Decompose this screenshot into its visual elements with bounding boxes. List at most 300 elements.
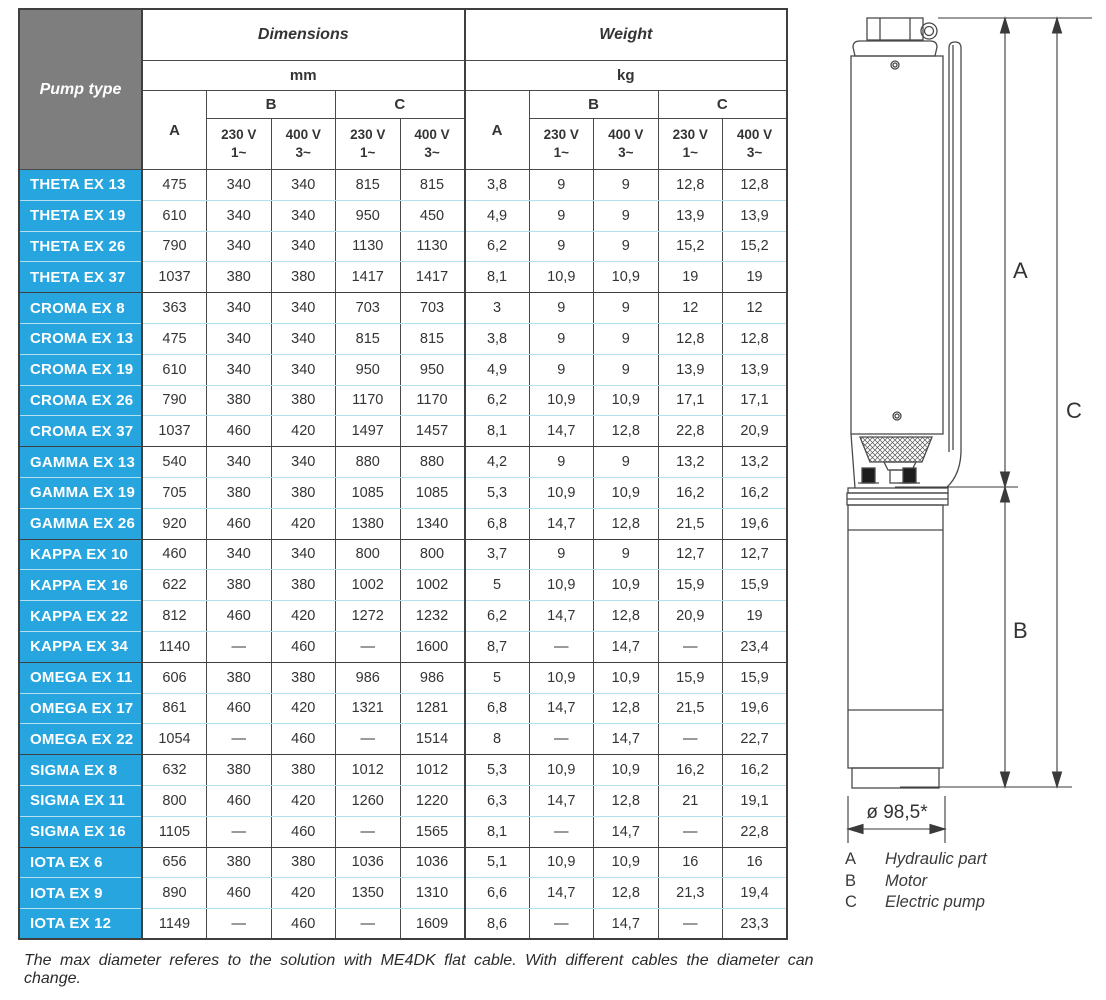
wt-b400-cell: 10,9 <box>594 477 659 508</box>
wt-c400-cell: 16,2 <box>723 477 788 508</box>
wt-b400-cell: 14,7 <box>594 816 659 847</box>
table-row <box>19 477 787 508</box>
dim-b230-cell: 340 <box>207 354 272 385</box>
table-row <box>19 816 787 847</box>
wt-c230-cell: 16 <box>658 847 723 878</box>
dim-c400-cell: 800 <box>400 539 465 570</box>
dim-b400-cell: 340 <box>271 231 336 262</box>
dim-c400-cell: 1130 <box>400 231 465 262</box>
dim-b230-cell: 380 <box>207 385 272 416</box>
pump-outline <box>847 18 961 788</box>
dim-c400-cell: 1600 <box>400 631 465 662</box>
wt-b400-cell: 9 <box>594 447 659 478</box>
wt-b230-cell: 9 <box>529 323 594 354</box>
wt-a-cell: 3,7 <box>465 539 530 570</box>
wt-b230-cell: 9 <box>529 170 594 201</box>
wt-b400-cell: 10,9 <box>594 262 659 293</box>
dim-c400-cell: 815 <box>400 170 465 201</box>
dim-b400-cell: 460 <box>271 631 336 662</box>
wt-a-cell: 4,9 <box>465 200 530 231</box>
wt-a-cell: 6,2 <box>465 601 530 632</box>
dim-a-cell: 606 <box>142 662 207 693</box>
table-row <box>19 570 787 601</box>
dim-a-cell: 1054 <box>142 724 207 755</box>
table-row <box>19 631 787 662</box>
wt-b400-cell: 10,9 <box>594 662 659 693</box>
table-row <box>19 539 787 570</box>
wt-a-cell: 8,1 <box>465 416 530 447</box>
wt-c230-cell: 21,5 <box>658 693 723 724</box>
dim-a-cell: 610 <box>142 354 207 385</box>
dim-b400-cell: 380 <box>271 755 336 786</box>
dim-c400-cell: 1417 <box>400 262 465 293</box>
wt-b230-cell: 14,7 <box>529 693 594 724</box>
dim-b400-cell: 380 <box>271 847 336 878</box>
dim-a-cell: 920 <box>142 508 207 539</box>
dim-b400-cell: 460 <box>271 816 336 847</box>
dim-b400-cell: 380 <box>271 262 336 293</box>
dim-c230-cell: 1350 <box>336 878 401 909</box>
dim-a-cell: 475 <box>142 323 207 354</box>
wt-c230-cell: 21,5 <box>658 508 723 539</box>
dim-c230-cell: — <box>336 631 401 662</box>
dim-c400-cell: 880 <box>400 447 465 478</box>
wt-c400-cell: 22,8 <box>723 816 788 847</box>
pump-name-cell: IOTA EX 9 <box>19 878 142 909</box>
wt-b230-cell: 9 <box>529 293 594 324</box>
wt-c230-cell: 22,8 <box>658 416 723 447</box>
wt-b400-cell: 12,8 <box>594 878 659 909</box>
wt-b400-cell: 14,7 <box>594 909 659 940</box>
wt-a-cell: 8 <box>465 724 530 755</box>
pump-name-cell: GAMMA EX 19 <box>19 477 142 508</box>
pump-name-cell: SIGMA EX 11 <box>19 785 142 816</box>
legend-label-c: Electric pump <box>885 893 985 912</box>
dim-b230-cell: 380 <box>207 662 272 693</box>
dim-c400-cell: 1340 <box>400 508 465 539</box>
wt-c400-cell: 19 <box>723 601 788 632</box>
dim-b230-cell: — <box>207 631 272 662</box>
dim-b230-cell: 340 <box>207 293 272 324</box>
wt-b400-cell: 14,7 <box>594 724 659 755</box>
wt-a-cell: 8,1 <box>465 262 530 293</box>
pump-name-cell: THETA EX 26 <box>19 231 142 262</box>
dim-b400-cell: 420 <box>271 508 336 539</box>
wt-a-cell: 3 <box>465 293 530 324</box>
header-kg: kg <box>465 61 788 91</box>
wt-a-cell: 8,6 <box>465 909 530 940</box>
dim-c400-cell: 1002 <box>400 570 465 601</box>
diameter-label: ø 98,5* <box>866 802 928 823</box>
wt-c400-cell: 13,2 <box>723 447 788 478</box>
wt-b230-cell: 10,9 <box>529 847 594 878</box>
wt-b230-cell: 10,9 <box>529 262 594 293</box>
table-row <box>19 170 787 201</box>
pump-name-cell: THETA EX 13 <box>19 170 142 201</box>
dim-b400-cell: 420 <box>271 785 336 816</box>
dimension-a-line <box>1001 18 1010 487</box>
wt-c230-cell: — <box>658 631 723 662</box>
dim-b400-cell: 340 <box>271 293 336 324</box>
dim-label-b: B <box>1013 618 1028 643</box>
header-wt-b: B <box>529 91 658 119</box>
dim-c230-cell: — <box>336 816 401 847</box>
wt-a-cell: 6,3 <box>465 785 530 816</box>
wt-a-cell: 3,8 <box>465 323 530 354</box>
wt-a-cell: 3,8 <box>465 170 530 201</box>
dim-b230-cell: 460 <box>207 416 272 447</box>
dim-a-cell: 540 <box>142 447 207 478</box>
dim-b400-cell: 380 <box>271 385 336 416</box>
wt-a-cell: 5,3 <box>465 755 530 786</box>
dim-b400-cell: 340 <box>271 354 336 385</box>
table-row <box>19 323 787 354</box>
table-row <box>19 293 787 324</box>
wt-c400-cell: 15,9 <box>723 662 788 693</box>
dim-b230-cell: 340 <box>207 200 272 231</box>
header-dim-c: C <box>336 91 465 119</box>
dim-a-cell: 812 <box>142 601 207 632</box>
table-row <box>19 200 787 231</box>
dim-b400-cell: 420 <box>271 416 336 447</box>
dim-b230-cell: 380 <box>207 477 272 508</box>
wt-c400-cell: 12 <box>723 293 788 324</box>
footnote: The max diameter referes to the solution with ME4DK flat cable. With different cables the diameter can change. <box>24 952 814 987</box>
wt-b230-cell: 10,9 <box>529 755 594 786</box>
dim-c400-cell: 1609 <box>400 909 465 940</box>
wt-c230-cell: 13,9 <box>658 200 723 231</box>
pump-name-cell: CROMA EX 19 <box>19 354 142 385</box>
wt-c400-cell: 12,8 <box>723 323 788 354</box>
dim-b400-cell: 460 <box>271 909 336 940</box>
wt-b400-cell: 14,7 <box>594 631 659 662</box>
wt-b230-cell: 14,7 <box>529 785 594 816</box>
dim-c230-cell: 950 <box>336 354 401 385</box>
wt-a-cell: 4,9 <box>465 354 530 385</box>
dim-c400-cell: 986 <box>400 662 465 693</box>
dim-b400-cell: 340 <box>271 323 336 354</box>
legend-key-a: A <box>845 850 857 869</box>
dim-b230-cell: 460 <box>207 601 272 632</box>
wt-c400-cell: 16,2 <box>723 755 788 786</box>
wt-a-cell: 6,2 <box>465 385 530 416</box>
header-dim-a: A <box>142 91 207 170</box>
wt-a-cell: 5 <box>465 570 530 601</box>
header-dimensions: Dimensions <box>142 9 465 61</box>
wt-c230-cell: 20,9 <box>658 601 723 632</box>
header-wt-c: C <box>658 91 787 119</box>
wt-c400-cell: 19,1 <box>723 785 788 816</box>
dim-a-cell: 705 <box>142 477 207 508</box>
wt-b230-cell: 10,9 <box>529 385 594 416</box>
pump-name-cell: OMEGA EX 17 <box>19 693 142 724</box>
pump-name-cell: GAMMA EX 13 <box>19 447 142 478</box>
dim-b230-cell: — <box>207 816 272 847</box>
header-wt-c-400v: 400 V 3~ <box>723 119 788 170</box>
pump-name-cell: OMEGA EX 22 <box>19 724 142 755</box>
pump-name-cell: CROMA EX 37 <box>19 416 142 447</box>
wt-c400-cell: 23,4 <box>723 631 788 662</box>
legend-item-c <box>845 892 987 914</box>
wt-c400-cell: 15,2 <box>723 231 788 262</box>
table-row <box>19 508 787 539</box>
header-dim-c-230v: 230 V 1~ <box>336 119 401 170</box>
wt-b230-cell: 9 <box>529 200 594 231</box>
wt-a-cell: 8,7 <box>465 631 530 662</box>
wt-c400-cell: 16 <box>723 847 788 878</box>
wt-b230-cell: 14,7 <box>529 416 594 447</box>
wt-b400-cell: 12,8 <box>594 508 659 539</box>
dim-b230-cell: 340 <box>207 539 272 570</box>
wt-c230-cell: 16,2 <box>658 477 723 508</box>
pump-spec-table <box>18 8 788 940</box>
dim-c230-cell: 1130 <box>336 231 401 262</box>
legend-item-b <box>845 871 987 893</box>
dim-c400-cell: 1310 <box>400 878 465 909</box>
wt-c230-cell: 21,3 <box>658 878 723 909</box>
wt-a-cell: 6,6 <box>465 878 530 909</box>
wt-c230-cell: 12,8 <box>658 170 723 201</box>
dim-b400-cell: 420 <box>271 693 336 724</box>
dim-c230-cell: 1380 <box>336 508 401 539</box>
dim-c230-cell: 1002 <box>336 570 401 601</box>
wt-b400-cell: 9 <box>594 200 659 231</box>
dim-b400-cell: 460 <box>271 724 336 755</box>
wt-b400-cell: 9 <box>594 170 659 201</box>
wt-c400-cell: 23,3 <box>740 915 769 932</box>
dim-c230-cell: 1170 <box>336 385 401 416</box>
wt-c230-cell: 19 <box>658 262 723 293</box>
dim-c400-cell: 1514 <box>400 724 465 755</box>
wt-a-cell: 4,2 <box>465 447 530 478</box>
dim-b230-cell: 340 <box>207 323 272 354</box>
header-weight: Weight <box>465 9 788 61</box>
dim-c230-cell: 1012 <box>336 755 401 786</box>
dim-b230-cell: 380 <box>207 570 272 601</box>
dimension-lines <box>848 18 1092 843</box>
wt-c400-cell: 12,7 <box>723 539 788 570</box>
dim-b400-cell: 340 <box>271 447 336 478</box>
dim-c230-cell: 1272 <box>336 601 401 632</box>
wt-b230-cell: 10,9 <box>529 662 594 693</box>
table-row <box>19 693 787 724</box>
wt-c400-cell: 22,7 <box>723 724 788 755</box>
dim-a-cell: 790 <box>142 231 207 262</box>
dimension-c-line <box>1053 18 1062 787</box>
dim-b400-cell: 340 <box>271 539 336 570</box>
table-row <box>19 909 787 940</box>
dim-b400-cell: 380 <box>271 570 336 601</box>
legend-item-a <box>845 849 987 871</box>
wt-b230-cell: — <box>529 631 594 662</box>
wt-c230-cell: 21 <box>658 785 723 816</box>
pump-name-cell: KAPPA EX 10 <box>19 539 142 570</box>
dim-b230-cell: 340 <box>207 231 272 262</box>
table-row <box>19 447 787 478</box>
dim-b400-cell: 340 <box>271 200 336 231</box>
wt-c400-cell: 15,9 <box>723 570 788 601</box>
wt-c230-cell: 15,9 <box>658 662 723 693</box>
dim-c230-cell: 1321 <box>336 693 401 724</box>
header-mm: mm <box>142 61 465 91</box>
wt-b230-cell: — <box>529 816 594 847</box>
wt-b230-cell: — <box>529 909 594 940</box>
dim-c400-cell: 1012 <box>400 755 465 786</box>
wt-c230-cell: — <box>658 909 723 940</box>
dim-b400-cell: 340 <box>271 170 336 201</box>
dim-b230-cell: 460 <box>207 508 272 539</box>
header-dim-b-400v: 400 V 3~ <box>271 119 336 170</box>
wt-b230-cell: 9 <box>529 354 594 385</box>
dim-c400-cell: 1085 <box>400 477 465 508</box>
dim-c400-cell: 1232 <box>400 601 465 632</box>
wt-b230-cell: 10,9 <box>529 477 594 508</box>
pump-name-cell: IOTA EX 12 <box>19 909 142 940</box>
dim-a-cell: 622 <box>142 570 207 601</box>
wt-a-cell: 8,1 <box>465 816 530 847</box>
wt-b230-cell: 14,7 <box>529 601 594 632</box>
wt-b400-cell: 12,8 <box>594 693 659 724</box>
table-row <box>19 847 787 878</box>
wt-b400-cell: 9 <box>594 323 659 354</box>
dim-c230-cell: 815 <box>336 323 401 354</box>
wt-c230-cell: 15,2 <box>658 231 723 262</box>
pump-name-cell: KAPPA EX 34 <box>19 631 142 662</box>
header-dim-b-230v: 230 V 1~ <box>207 119 272 170</box>
dim-a-cell: 1037 <box>142 262 207 293</box>
wt-b230-cell: 14,7 <box>529 878 594 909</box>
wt-b400-cell: 10,9 <box>594 570 659 601</box>
pump-name-cell: IOTA EX 6 <box>19 847 142 878</box>
dim-c230-cell: 880 <box>336 447 401 478</box>
dim-a-cell: 1140 <box>142 631 207 662</box>
table-row <box>19 416 787 447</box>
dim-a-cell: 800 <box>142 785 207 816</box>
header-wt-a: A <box>465 91 530 170</box>
dim-c230-cell: — <box>336 724 401 755</box>
header-dim-b: B <box>207 91 336 119</box>
dim-c400-cell: 1565 <box>400 816 465 847</box>
dim-label-c: C <box>1066 398 1082 423</box>
pump-name-cell: THETA EX 19 <box>19 200 142 231</box>
wt-b400-cell: 9 <box>594 293 659 324</box>
wt-c400-cell: 13,9 <box>723 200 788 231</box>
dim-b400-cell: 380 <box>271 662 336 693</box>
wt-b230-cell: 9 <box>529 447 594 478</box>
table-row <box>19 755 787 786</box>
legend-label-a: Hydraulic part <box>885 850 987 869</box>
wt-b230-cell: 14,7 <box>529 508 594 539</box>
table-row <box>19 785 787 816</box>
wt-c400-cell: 19 <box>723 262 788 293</box>
dim-b400-cell: 380 <box>271 477 336 508</box>
header-wt-b-400v: 400 V 3~ <box>594 119 659 170</box>
dim-c400-cell: 1036 <box>400 847 465 878</box>
pump-name-cell: KAPPA EX 16 <box>19 570 142 601</box>
dim-c230-cell: 1417 <box>336 262 401 293</box>
table-row <box>19 878 787 909</box>
diagram-legend <box>845 849 987 914</box>
table-row <box>19 354 787 385</box>
table-row <box>19 601 787 632</box>
dim-c400-cell: 1457 <box>400 416 465 447</box>
dim-b230-cell: 340 <box>207 170 272 201</box>
dim-b230-cell: 380 <box>207 262 272 293</box>
pump-name-cell: CROMA EX 26 <box>19 385 142 416</box>
table-row <box>19 262 787 293</box>
wt-c230-cell: — <box>658 724 723 755</box>
dim-a-cell: 632 <box>142 755 207 786</box>
pump-name-cell: OMEGA EX 11 <box>19 662 142 693</box>
pump-name-cell: GAMMA EX 26 <box>19 508 142 539</box>
wt-a-cell: 5,1 <box>465 847 530 878</box>
legend-key-b: B <box>845 871 857 890</box>
dim-a-cell: 890 <box>142 878 207 909</box>
dim-c230-cell: 1085 <box>336 477 401 508</box>
dim-b400-cell: 420 <box>271 601 336 632</box>
table-row <box>19 231 787 262</box>
wt-b400-cell: 9 <box>594 539 659 570</box>
dim-c400-cell: 450 <box>400 200 465 231</box>
wt-a-cell: 5,3 <box>465 477 530 508</box>
wt-c400-cell: 17,1 <box>723 385 788 416</box>
dim-b230-cell: 460 <box>207 693 272 724</box>
wt-c400-cell: 12,8 <box>723 170 788 201</box>
dim-a-cell: 861 <box>142 693 207 724</box>
wt-a-cell: 6,8 <box>465 693 530 724</box>
header-wt-c-230v: 230 V 1~ <box>658 119 723 170</box>
pump-diagram <box>830 0 1106 845</box>
dim-c230-cell: 986 <box>336 662 401 693</box>
header-pump-type: Pump type <box>19 9 142 170</box>
pump-name-cell: KAPPA EX 22 <box>19 601 142 632</box>
wt-b400-cell: 10,9 <box>594 847 659 878</box>
dim-c400-cell: 1220 <box>400 785 465 816</box>
dim-c400-cell: 815 <box>400 323 465 354</box>
dim-c230-cell: 950 <box>336 200 401 231</box>
wt-b230-cell: — <box>529 724 594 755</box>
dim-c230-cell: 1497 <box>336 416 401 447</box>
dim-b230-cell: 460 <box>207 785 272 816</box>
dim-a-cell: 610 <box>142 200 207 231</box>
dim-c400-cell: 1281 <box>400 693 465 724</box>
wt-b400-cell: 10,9 <box>594 755 659 786</box>
wt-c230-cell: 12 <box>658 293 723 324</box>
wt-b230-cell: 9 <box>529 231 594 262</box>
dim-c230-cell: 1036 <box>336 847 401 878</box>
wt-c230-cell: — <box>658 816 723 847</box>
wt-c400-cell: 19,6 <box>723 508 788 539</box>
pump-name-cell: SIGMA EX 8 <box>19 755 142 786</box>
pump-name-cell: SIGMA EX 16 <box>19 816 142 847</box>
wt-c400-cell: 19,6 <box>723 693 788 724</box>
legend-key-c: C <box>845 893 857 912</box>
wt-c230-cell: 15,9 <box>658 570 723 601</box>
dim-c400-cell: 1170 <box>400 385 465 416</box>
dim-c230-cell: — <box>336 909 401 940</box>
dim-b400-cell: 420 <box>271 878 336 909</box>
dim-c230-cell: 800 <box>336 539 401 570</box>
pump-name-cell: CROMA EX 8 <box>19 293 142 324</box>
table-row <box>19 385 787 416</box>
dim-c400-cell: 950 <box>400 354 465 385</box>
dim-c230-cell: 1260 <box>336 785 401 816</box>
wt-a-cell: 6,8 <box>465 508 530 539</box>
dim-a-cell: 790 <box>142 385 207 416</box>
legend-label-b: Motor <box>885 871 928 890</box>
dim-c230-cell: 815 <box>336 170 401 201</box>
dim-b230-cell: 460 <box>207 878 272 909</box>
